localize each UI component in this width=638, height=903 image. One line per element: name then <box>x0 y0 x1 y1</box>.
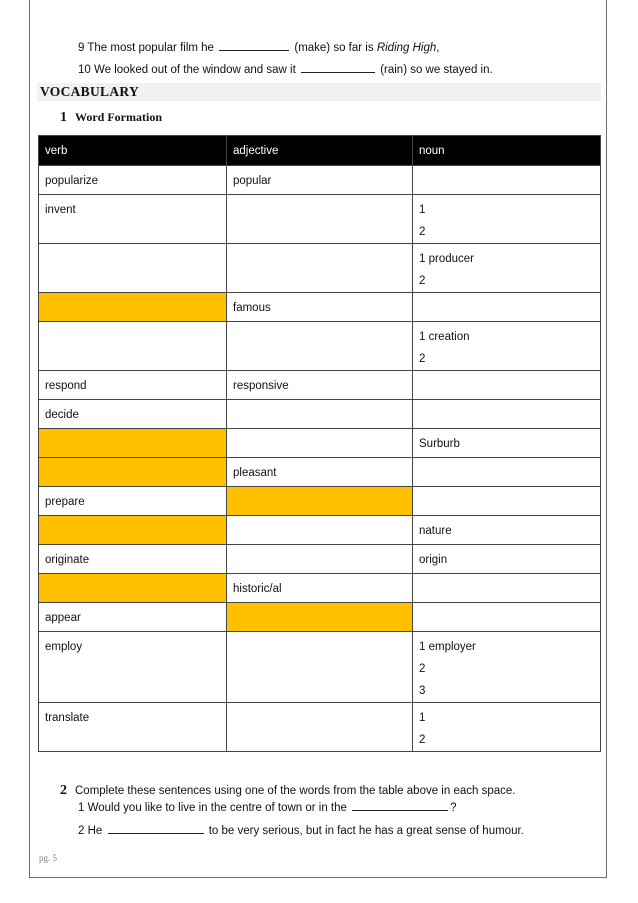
question-2-prefix: 2 He <box>78 825 103 837</box>
verb-cell[interactable] <box>39 516 227 545</box>
page-number: pg. 5 <box>39 853 57 863</box>
adjective-cell[interactable] <box>227 603 413 632</box>
adjective-cell <box>227 516 413 545</box>
noun-cell <box>413 545 601 574</box>
table-row <box>39 166 601 195</box>
noun-entry: 1 creation <box>419 331 470 343</box>
noun-entry: 3 <box>419 685 426 697</box>
noun-cell <box>413 195 601 244</box>
adjective-cell: pleasant <box>227 458 413 487</box>
noun-entry: 2 <box>419 663 426 675</box>
table-row <box>39 293 601 322</box>
adjective-cell <box>227 632 413 703</box>
adjective-cell <box>227 244 413 293</box>
question-1-suffix: ? <box>450 802 457 814</box>
section-1-title: Word Formation <box>75 110 162 124</box>
verb-cell[interactable] <box>39 458 227 487</box>
verb-cell[interactable] <box>39 293 227 322</box>
noun-entry: 1 <box>419 712 426 724</box>
question-2-suffix: to be very serious, but in fact he has a great sense of humour. <box>208 825 524 837</box>
adjective-cell <box>227 429 413 458</box>
sentence-10-suffix: (rain) so we stayed in. <box>380 64 493 76</box>
header-noun: noun <box>413 136 601 166</box>
noun-cell <box>413 703 601 752</box>
table-row <box>39 516 601 545</box>
table-row <box>39 703 601 752</box>
noun-entry: 1 <box>419 204 426 216</box>
answer-blank[interactable] <box>352 801 448 811</box>
noun-cell <box>413 322 601 371</box>
noun-entry: 1 employer <box>419 641 476 653</box>
adjective-cell <box>227 545 413 574</box>
noun-entry: 2 <box>419 353 426 365</box>
noun-cell <box>413 603 601 632</box>
table-body <box>39 166 601 752</box>
noun-cell <box>413 429 601 458</box>
sentence-10-prefix: 10 We looked out of the window and saw it <box>78 64 296 76</box>
adjective-cell <box>227 322 413 371</box>
verb-cell: employ <box>39 632 227 703</box>
noun-cell <box>413 632 601 703</box>
adjective-cell <box>227 195 413 244</box>
adjective-cell <box>227 400 413 429</box>
section-2-instruction: Complete these sentences using one of the words from the table above in each space. <box>75 785 516 797</box>
question-1-prefix: 1 Would you like to live in the centre of town or in the <box>78 802 347 814</box>
table-row <box>39 487 601 516</box>
sentence-9-hint: (make) so far is <box>294 42 374 54</box>
adjective-cell <box>227 703 413 752</box>
sentence-9-title: Riding High <box>376 42 437 54</box>
table-row <box>39 371 601 400</box>
section-1-number: 1 <box>60 110 67 125</box>
adjective-cell: popular <box>227 166 413 195</box>
section-1-heading <box>60 110 162 126</box>
question-2 <box>78 824 524 837</box>
verb-cell: popularize <box>39 166 227 195</box>
table-row <box>39 429 601 458</box>
noun-entry: Surburb <box>419 438 460 450</box>
noun-entry: 2 <box>419 734 426 746</box>
header-verb: verb <box>39 136 227 166</box>
adjective-cell: historic/al <box>227 574 413 603</box>
table-row <box>39 603 601 632</box>
word-formation-table <box>38 135 601 752</box>
verb-cell: translate <box>39 703 227 752</box>
verb-cell: prepare <box>39 487 227 516</box>
sentence-9 <box>78 41 439 54</box>
noun-entry: nature <box>419 525 452 537</box>
vocabulary-heading: VOCABULARY <box>40 84 140 99</box>
adjective-cell: responsive <box>227 371 413 400</box>
noun-cell <box>413 487 601 516</box>
noun-cell <box>413 400 601 429</box>
noun-cell <box>413 371 601 400</box>
question-1 <box>78 801 457 814</box>
answer-blank[interactable] <box>219 41 289 51</box>
table-header-row <box>39 136 601 166</box>
verb-cell[interactable] <box>39 429 227 458</box>
verb-cell: respond <box>39 371 227 400</box>
noun-entry: 2 <box>419 226 426 238</box>
verb-cell <box>39 244 227 293</box>
noun-cell <box>413 166 601 195</box>
noun-cell <box>413 458 601 487</box>
noun-cell <box>413 244 601 293</box>
table-row <box>39 400 601 429</box>
sentence-9-prefix: 9 The most popular film he <box>78 42 214 54</box>
table-row <box>39 632 601 703</box>
verb-cell[interactable] <box>39 574 227 603</box>
table-row <box>39 458 601 487</box>
verb-cell: decide <box>39 400 227 429</box>
noun-entry: origin <box>419 554 448 566</box>
noun-cell <box>413 516 601 545</box>
sentence-9-suffix: , <box>436 42 440 54</box>
header-adjective: adjective <box>227 136 413 166</box>
table-row <box>39 195 601 244</box>
table-row <box>39 574 601 603</box>
section-2-instruction-line <box>60 783 515 799</box>
noun-entry: 2 <box>419 275 426 287</box>
verb-cell: originate <box>39 545 227 574</box>
verb-cell <box>39 322 227 371</box>
answer-blank[interactable] <box>301 63 375 73</box>
section-2-number: 2 <box>60 783 67 798</box>
table-row <box>39 545 601 574</box>
table-row <box>39 322 601 371</box>
noun-cell <box>413 293 601 322</box>
adjective-cell[interactable] <box>227 487 413 516</box>
noun-entry: 1 producer <box>419 253 474 265</box>
verb-cell: appear <box>39 603 227 632</box>
answer-blank[interactable] <box>108 824 204 834</box>
noun-cell <box>413 574 601 603</box>
adjective-cell: famous <box>227 293 413 322</box>
verb-cell: invent <box>39 195 227 244</box>
table-row <box>39 244 601 293</box>
sentence-10 <box>78 63 493 76</box>
